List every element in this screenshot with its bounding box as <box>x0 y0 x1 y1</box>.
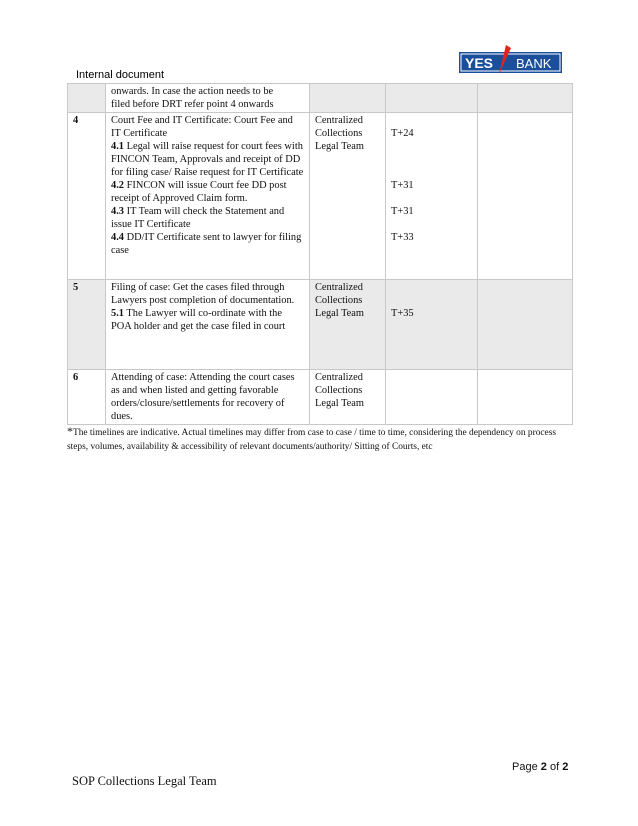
table-row <box>68 370 573 425</box>
table-row <box>68 280 573 370</box>
internal-document-label: Internal document <box>76 69 165 81</box>
activity-cell <box>106 113 310 280</box>
owner-cell: Centralized Collections Legal Team <box>310 370 386 425</box>
sop-table <box>67 83 573 425</box>
page-current: 2 <box>540 761 547 773</box>
footnote-text: The timelines are indicative. Actual timelines may differ from case to case / time to time, considering the dependency on process steps, volumes, availability & accessibility of relevant documents/authority/ Sitting of Courts, etc <box>67 428 556 452</box>
owner-cell <box>310 84 386 113</box>
timeline-value: T+33 <box>391 232 414 243</box>
timeline-value: T+35 <box>391 308 414 319</box>
substep-number: 4.1 <box>111 141 124 152</box>
page-total: 2 <box>562 761 569 773</box>
row-num-cell <box>68 84 106 113</box>
page-word: Page <box>512 761 538 773</box>
activity-text: filed before DRT refer point 4 onwards <box>111 99 274 110</box>
timeline-cell <box>386 84 478 113</box>
footer-document-title: SOP Collections Legal Team <box>72 774 217 788</box>
timeline-cell <box>386 113 478 280</box>
extra-cell <box>478 113 573 280</box>
timeline-footnote <box>67 424 567 454</box>
substep-number: 4.2 <box>111 180 124 191</box>
timeline-cell <box>386 370 478 425</box>
timeline-value: T+31 <box>391 206 414 217</box>
table-row <box>68 113 573 280</box>
timeline-cell <box>386 280 478 370</box>
row-num-cell: 6 <box>68 370 106 425</box>
activity-text: onwards. In case the action needs to be <box>111 86 274 97</box>
logo-text-yes: YES <box>465 55 494 71</box>
substep-text: IT Team will check the Statement and issue IT Certificate <box>111 206 285 230</box>
extra-cell <box>478 84 573 113</box>
activity-cell <box>106 84 310 113</box>
substep-text: FINCON will issue Court fee DD post receipt of Approved Claim form. <box>111 180 287 204</box>
activity-cell <box>106 370 310 425</box>
yes-bank-logo <box>459 44 562 76</box>
owner-cell: Centralized Collections Legal Team <box>310 280 386 370</box>
activity-text: Filing of case: Get the cases filed through Lawyers post completion of documentation. <box>111 282 295 306</box>
row-num-cell: 4 <box>68 113 106 280</box>
extra-cell <box>478 280 573 370</box>
substep-number: 5.1 <box>111 308 124 319</box>
substep-number: 4.4 <box>111 232 124 243</box>
substep-text: The Lawyer will co-ordinate with the POA holder and get the case filed in court <box>111 308 286 332</box>
extra-cell <box>478 370 573 425</box>
substep-text: Legal will raise request for court fees with FINCON Team, Approvals and receipt of DD for filing case/ Raise request for IT Certificate <box>111 141 304 178</box>
table-row <box>68 84 573 113</box>
substep-number: 4.3 <box>111 206 124 217</box>
page-number <box>512 761 568 773</box>
owner-cell: Centralized Collections Legal Team <box>310 113 386 280</box>
row-num-cell: 5 <box>68 280 106 370</box>
substep-text: DD/IT Certificate sent to lawyer for filing case <box>111 232 302 256</box>
footnote-asterisk: * <box>67 424 73 438</box>
timeline-value: T+24 <box>391 128 414 139</box>
activity-text: Attending of case: Attending the court cases as and when listed and getting favorable orders/closure/settlements for recovery of dues. <box>111 372 295 422</box>
page-of: of <box>549 761 560 773</box>
timeline-value: T+31 <box>391 180 414 191</box>
logo-text-bank: BANK <box>516 56 552 71</box>
activity-cell <box>106 280 310 370</box>
activity-text: Court Fee and IT Certificate: Court Fee and IT Certificate <box>111 115 293 139</box>
